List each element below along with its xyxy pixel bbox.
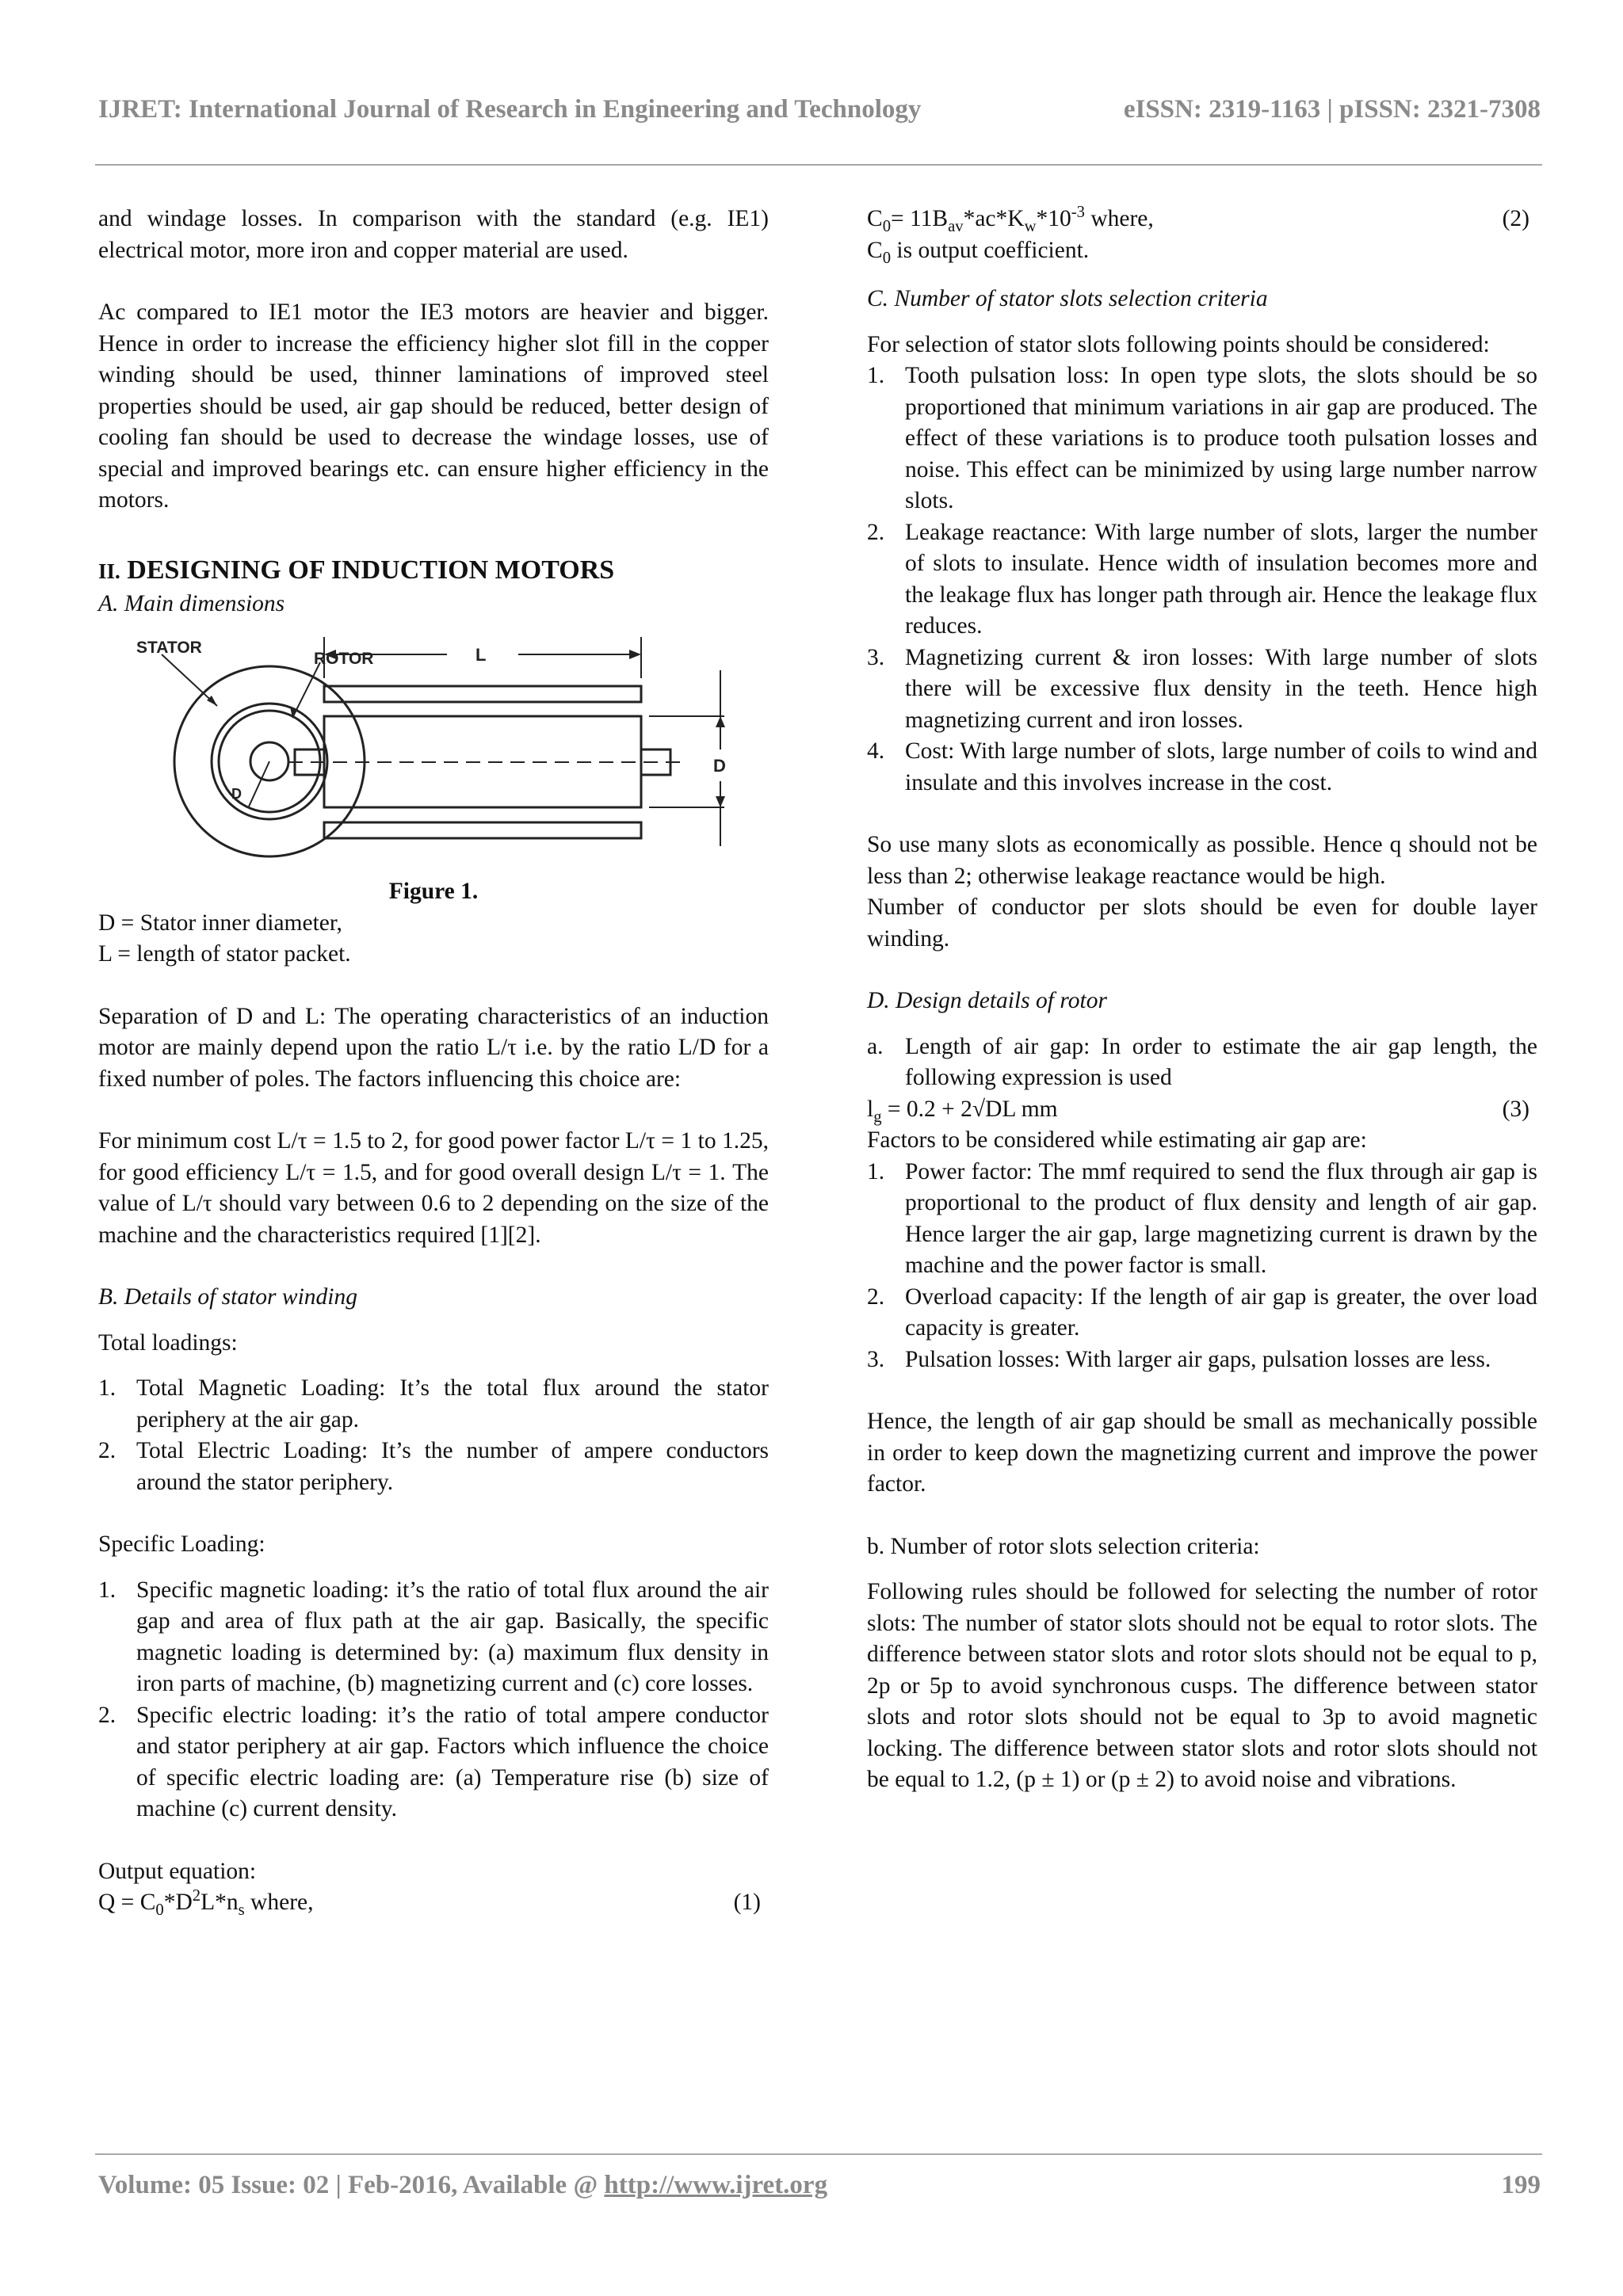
definition-d: D = Stator inner diameter, [98, 910, 342, 936]
journal-title: IJRET: International Journal of Research in Engineering and Technology [98, 95, 922, 124]
motor-dimensions-diagram [98, 631, 769, 876]
equation-2: $C_0= 11B_{av}*ac*K_w*10^{-3}$ where, (2) [867, 204, 1529, 235]
subheading: B. Details of stator winding [98, 1284, 357, 1310]
list-item: 2. Specific electric loading: it’s the ratio of total ampere conductor and stator periphery at air gap. Factors which influence the choice of specific electric loading are: (a) Temperature rise (b) size of machine (c) current density. [98, 1702, 769, 1821]
total-loadings-list [98, 1373, 769, 1498]
list-item: 2. Total Electric Loading: It’s the number of ampere conductors around the stator periphery. [98, 1438, 769, 1495]
right-column [867, 204, 1537, 1796]
page-header [98, 95, 1541, 124]
section-heading: II. DESIGNING OF INDUCTION MOTORS [98, 555, 615, 585]
output-equation-label: Output equation: [98, 1858, 257, 1884]
equation-number: (3) [1502, 1096, 1529, 1122]
paragraph: and windage losses. In comparison with the standard (e.g. IE1) electrical motor, more iron and copper material are used. [98, 206, 769, 263]
total-loadings-label: Total loadings: [98, 1329, 238, 1356]
issn: eISSN: 2319-1163 | pISSN: 2321-7308 [1123, 95, 1541, 124]
paragraph: Hence, the length of air gap should be small as mechanically possible in order to keep down the magnetizing current and improve the power factor. [867, 1409, 1537, 1497]
paragraph: Following rules should be followed for selecting the number of rotor slots: The number of stator slots should not be equal to rotor slots. The difference between stator slots and rotor slots should not be equal to p, 2p or 5p to avoid synchronous cusps. The difference between stator slots and rotor slots should not be equal to 3p to avoid magnetic locking. The difference between stator slots and rotor slots should not be equal to 1.2, (p ± 1) or (p ± 2) to avoid noise and vibrations. [867, 1579, 1537, 1792]
subheading: D. Design details of rotor [867, 988, 1107, 1013]
list-item: a. Length of air gap: In order to estimate the air gap length, the following expression is used [867, 1033, 1537, 1090]
equation-3: $l_g = 0.2 + 2√DL$ mm (3) [867, 1094, 1537, 1126]
paragraph: Ac compared to IE1 motor the IE3 motors are heavier and bigger. Hence in order to increase the efficiency higher slot fill in the copper winding should be used, thinner laminations of improved steel properties should be used, air gap should be reduced, better design of cooling fan should be used to decrease the windage losses, use of special and improved bearings etc. can ensure higher efficiency in the motors. [98, 299, 769, 513]
subheading: A. Main dimensions [98, 590, 285, 616]
air-gap-factors-list [867, 1157, 1537, 1376]
subheading: C. Number of stator slots selection criteria [867, 286, 1268, 311]
c0-definition: $C_0$ is output coefficient. [867, 237, 1090, 267]
specific-loading-label: Specific Loading: [98, 1531, 265, 1557]
air-gap-item [867, 1032, 1537, 1094]
list-item: 1. Total Magnetic Loading: It’s the total flux around the stator periphery at the air gap. [98, 1375, 769, 1432]
paragraph: So use many slots as economically as possible. Hence q should not be less than 2; otherwise leakage reactance would be high. [867, 832, 1537, 889]
list-item: 4. Cost: With large number of slots, large number of coils to wind and insulate and this involves increase in the cost. [867, 738, 1537, 795]
header-rule [95, 164, 1542, 166]
list-item: 2. Overload capacity: If the length of air gap is greater, the over load capacity is greater. [867, 1283, 1537, 1341]
paragraph: Separation of D and L: The operating characteristics of an induction motor are mainly depend upon the ratio L/τ i.e. by the ratio L/D for a fixed number of poles. The factors influencing this choice are: [98, 1003, 769, 1092]
list-item: 2. Leakage reactance: With large number of slots, larger the number of slots to insulate. Hence width of insulation becomes more and the leakage flux has longer path through air. Hence the leakage flux reduces. [867, 519, 1537, 639]
factors-label: Factors to be considered while estimating air gap are: [867, 1127, 1367, 1153]
equation-number: (1) [733, 1890, 761, 1915]
equation-number: (2) [1502, 206, 1529, 231]
page-footer [98, 2171, 1541, 2200]
list-item: 1. Tooth pulsation loss: In open type slots, the slots should be so proportioned that minimum variations in air gap are produced. The effect of these variations is to produce tooth pulsation losses and noise. This effect can be minimized by using large number narrow slots. [867, 363, 1537, 513]
list-item: 3. Pulsation losses: With larger air gaps, pulsation losses are less. [867, 1346, 1491, 1372]
rotor-slots-heading: b. Number of rotor slots selection criteria: [867, 1533, 1260, 1559]
stator-slot-criteria-list [867, 360, 1537, 799]
rotor-label: ROTOR [314, 650, 374, 668]
paragraph: For selection of stator slots following points should be considered: [867, 331, 1490, 357]
list-item: 1. Power factor: The mmf required to send the flux through air gap is proportional to the product of flux density and length of air gap. Hence larger the air gap, large magnetizing current is drawn by the machine and the power factor is small. [867, 1158, 1537, 1278]
figure-1 [98, 631, 769, 876]
footer-rule [95, 2153, 1542, 2155]
journal-link[interactable]: http://www.ijret.org [604, 2171, 828, 2199]
paragraph: For minimum cost L/τ = 1.5 to 2, for good power factor L/τ = 1 to 1.25, for good efficiency L/τ = 1.5, and for good overall design L/τ = 1. The value of L/τ should vary between 0.6 to 2 depending on the size of the machine and the characteristics required [1][2]. [98, 1128, 769, 1248]
stator-label: STATOR [136, 639, 202, 657]
left-column [98, 204, 769, 1919]
paragraph: Number of conductor per slots should be even for double layer winding. [867, 894, 1537, 952]
footer-volume: Volume: 05 Issue: 02 | Feb-2016, Available @ http://www.ijret.org [98, 2171, 828, 2199]
page-number: 199 [1501, 2171, 1541, 2199]
length-label: L [475, 645, 487, 665]
specific-loading-list [98, 1575, 769, 1825]
rotor-body [324, 716, 641, 807]
equation-1: $Q = C_0*D^2L*n_s$ where, (1) [98, 1887, 761, 1919]
circle-diameter-label: D [231, 786, 242, 802]
figure-caption: Figure 1. [388, 879, 479, 904]
list-item: 3. Magnetizing current & iron losses: With large number of slots there will be excessive flux density in the teeth. Hence high magnetizing current and iron losses. [867, 644, 1537, 733]
list-item: 1. Specific magnetic loading: it’s the ratio of total flux around the air gap and area of flux path at the air gap. Basically, the specific magnetic loading is determined by: (a) maximum flux density in iron parts of machine, (b) magnetizing current and (c) core losses. [98, 1577, 769, 1696]
definition-l: L = length of stator packet. [98, 941, 351, 967]
diameter-label: D [713, 756, 726, 776]
